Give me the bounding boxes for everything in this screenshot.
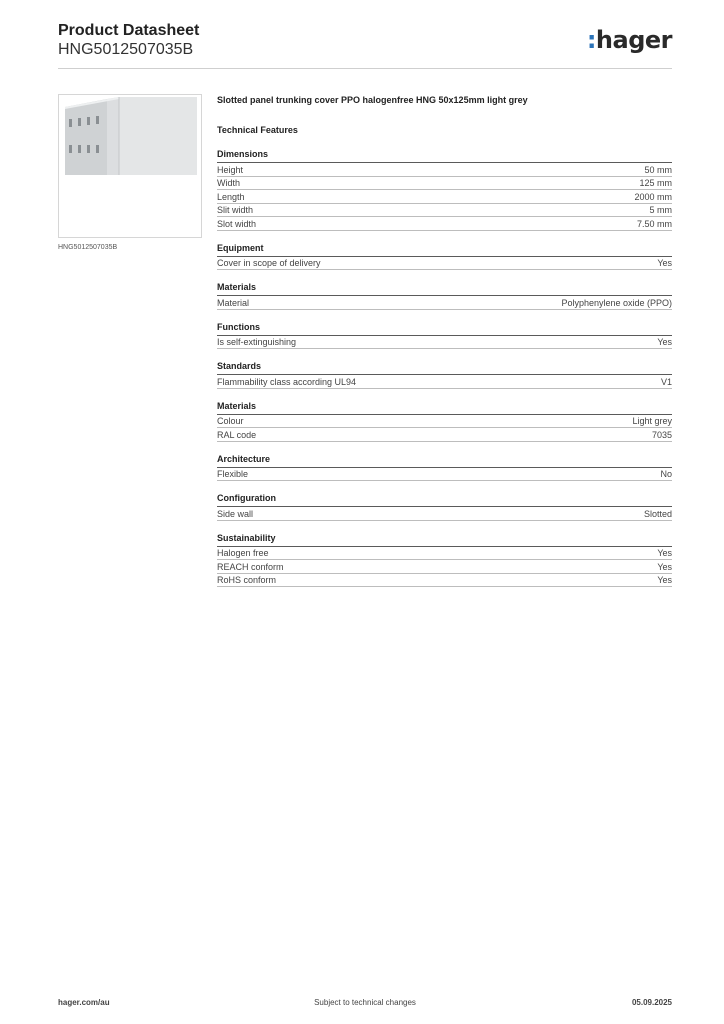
- feature-row: [217, 560, 672, 574]
- feature-value: Yes: [657, 548, 672, 558]
- product-name: Slotted panel trunking cover PPO halogenfree HNG 50x125mm light grey: [217, 95, 528, 105]
- feature-value: V1: [660, 376, 672, 387]
- feature-value: Yes: [657, 561, 672, 572]
- feature-label: RoHS conform: [217, 575, 277, 585]
- feature-value: Yes: [657, 337, 672, 347]
- feature-label: Flexible: [217, 469, 249, 479]
- feature-value: Yes: [657, 258, 672, 268]
- feature-group: [217, 282, 672, 310]
- feature-label: Cover in scope of delivery: [217, 258, 321, 268]
- feature-label: Side wall: [217, 508, 254, 519]
- feature-row: [217, 190, 672, 204]
- feature-row: [217, 177, 672, 191]
- feature-label: Flammability class according UL94: [217, 376, 357, 387]
- image-caption: HNG5012507035B: [58, 244, 118, 251]
- feature-row: [217, 257, 672, 271]
- group-title: Materials: [217, 282, 672, 296]
- feature-groups: [217, 149, 672, 587]
- logo-wordmark: hager: [595, 26, 672, 54]
- feature-group: [217, 454, 672, 482]
- feature-row: [217, 428, 672, 442]
- trunking-illustration: [59, 95, 201, 237]
- document-title: Product Datasheet: [58, 22, 200, 39]
- feature-row: [217, 163, 672, 177]
- feature-row: [217, 468, 672, 482]
- feature-row: [217, 217, 672, 231]
- group-title: Functions: [217, 322, 672, 336]
- feature-label: Halogen free: [217, 548, 269, 558]
- group-title: Configuration: [217, 493, 672, 507]
- feature-group: [217, 533, 672, 588]
- feature-row: [217, 204, 672, 218]
- header: [58, 22, 199, 60]
- feature-value: 2000 mm: [634, 191, 672, 202]
- feature-group: [217, 361, 672, 389]
- feature-label: Material: [217, 297, 250, 308]
- group-title: Equipment: [217, 243, 672, 257]
- feature-group: [217, 243, 672, 271]
- feature-row: [217, 547, 672, 561]
- feature-label: REACH conform: [217, 561, 284, 572]
- feature-label: Length: [217, 191, 245, 202]
- feature-row: [217, 296, 672, 310]
- feature-value: 125 mm: [639, 178, 672, 188]
- feature-row: [217, 574, 672, 588]
- product-code: HNG5012507035B: [58, 41, 194, 58]
- section-title: Technical Features: [217, 125, 298, 135]
- feature-value: Light grey: [632, 416, 672, 426]
- group-title: Materials: [217, 401, 672, 415]
- footer-website: hager.com/au: [58, 998, 110, 1007]
- header-divider: [58, 68, 672, 69]
- feature-group: [217, 493, 672, 521]
- feature-value: 5 mm: [649, 205, 672, 215]
- feature-value: Yes: [657, 575, 672, 585]
- feature-group: [217, 401, 672, 442]
- group-title: Sustainability: [217, 533, 672, 547]
- footer-date: 05.09.2025: [631, 998, 672, 1007]
- feature-label: Height: [217, 164, 244, 175]
- feature-label: Slot width: [217, 218, 257, 229]
- group-title: Architecture: [217, 454, 672, 468]
- feature-value: 7.50 mm: [636, 218, 672, 229]
- feature-value: 7035: [651, 429, 672, 440]
- feature-row: [217, 507, 672, 521]
- feature-label: Slit width: [217, 205, 254, 215]
- feature-value: Polyphenylene oxide (PPO): [561, 297, 672, 308]
- feature-group: [217, 322, 672, 350]
- feature-label: Colour: [217, 416, 244, 426]
- feature-group: [217, 149, 672, 231]
- group-title: Standards: [217, 361, 672, 375]
- technical-content: [217, 95, 672, 587]
- feature-label: RAL code: [217, 429, 257, 440]
- footer-notice: Subject to technical changes: [314, 998, 416, 1007]
- feature-value: No: [660, 469, 672, 479]
- feature-row: [217, 375, 672, 389]
- feature-label: Width: [217, 178, 241, 188]
- hager-logo: [587, 26, 672, 54]
- feature-row: [217, 415, 672, 429]
- product-image: [58, 94, 202, 238]
- feature-value: 50 mm: [644, 164, 672, 175]
- feature-row: [217, 336, 672, 350]
- logo-dots: :: [586, 26, 596, 54]
- feature-label: Is self-extinguishing: [217, 337, 297, 347]
- group-title: Dimensions: [217, 149, 672, 163]
- feature-value: Slotted: [643, 508, 672, 519]
